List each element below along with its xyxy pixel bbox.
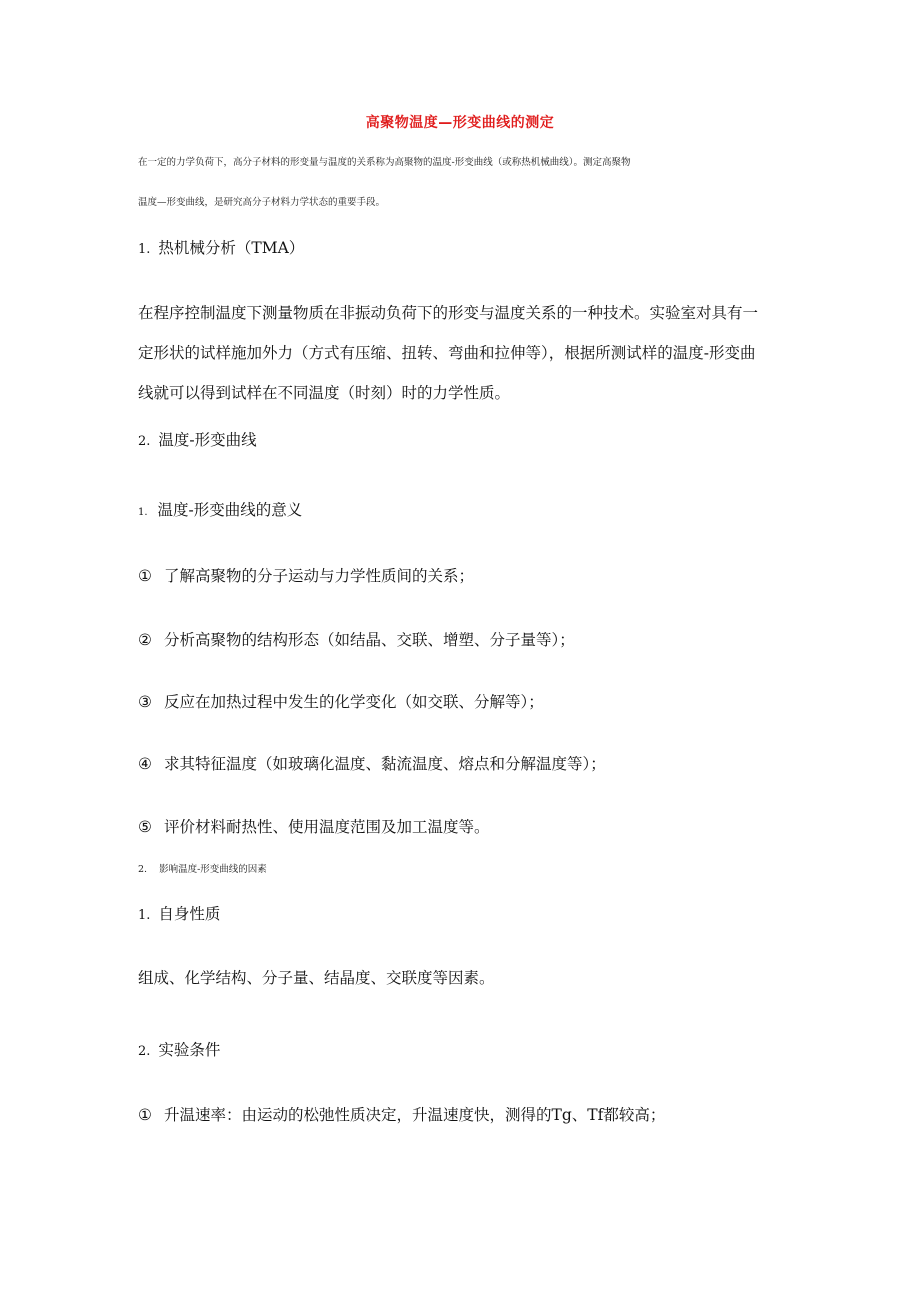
list-item — [138, 628, 575, 650]
list-item-text: 了解高聚物的分子运动与力学性质间的关系； — [164, 567, 475, 585]
factor-1-heading — [138, 902, 220, 924]
list-item — [138, 1103, 665, 1125]
section-2-heading — [138, 428, 257, 450]
list-marker: ④ — [138, 755, 152, 773]
list-item-text: 分析高聚物的结构形态（如结晶、交联、增塑、分子量等）； — [164, 631, 575, 649]
intro-line-2: 温度—形变曲线，是研究高分子材料力学状态的重要手段。 — [138, 197, 386, 208]
subsection-factors-title: 影响温度-形变曲线的因素 — [159, 864, 267, 875]
section-2-number: 2. — [138, 434, 151, 449]
list-marker: ⑤ — [138, 818, 152, 836]
factor-2-number: 2. — [138, 1044, 151, 1059]
list-item-text: 评价材料耐热性、使用温度范围及加工温度等。 — [164, 818, 490, 836]
list-marker: ① — [138, 567, 152, 585]
factor-1-number: 1. — [138, 908, 151, 923]
factor-2-heading — [138, 1038, 220, 1060]
document-title: 高聚物温度—形变曲线的测定 — [365, 115, 555, 131]
section-2-title: 温度-形变曲线 — [158, 431, 257, 449]
list-marker: ② — [138, 631, 152, 649]
factor-1-title: 自身性质 — [158, 905, 221, 923]
subsection-factors-number: 2. — [138, 864, 148, 875]
list-item — [138, 752, 606, 774]
intro-line-1: 在一定的力学负荷下，高分子材料的形变量与温度的关系称为高聚物的温度-形变曲线（或称热机械曲线）。测定高聚物 — [138, 157, 631, 168]
list-marker: ① — [138, 1106, 152, 1124]
subsection-meaning-heading — [138, 498, 302, 520]
section-1-paragraph-line-2: 定形状的试样施加外力（方式有压缩、扭转、弯曲和拉伸等），根据所测试样的温度-形变曲 — [138, 344, 756, 362]
list-item — [138, 564, 474, 586]
subsection-meaning-title: 温度-形变曲线的意义 — [157, 501, 303, 519]
section-1-number: 1. — [138, 242, 151, 257]
list-item-text: 反应在加热过程中发生的化学变化（如交联、分解等）； — [164, 693, 544, 711]
section-1-paragraph-line-1: 在程序控制温度下测量物质在非振动负荷下的形变与温度关系的一种技术。实验室对具有一 — [138, 304, 759, 322]
subsection-meaning-number: 1. — [138, 507, 148, 518]
factor-2-title: 实验条件 — [158, 1041, 221, 1059]
section-1-heading — [138, 236, 304, 258]
list-item — [138, 815, 490, 837]
section-1-paragraph-line-3: 线就可以得到试样在不同温度（时刻）时的力学性质。 — [138, 384, 511, 402]
list-item-text: 升温速率：由运动的松弛性质决定，升温速度快，测得的Tg、Tf都较高； — [164, 1106, 666, 1124]
factor-1-text: 组成、化学结构、分子量、结晶度、交联度等因素。 — [138, 969, 495, 987]
list-item-text: 求其特征温度（如玻璃化温度、黏流温度、熔点和分解温度等）； — [164, 755, 606, 773]
section-1-title: 热机械分析（TMA） — [158, 239, 305, 257]
subsection-factors-heading — [138, 861, 267, 875]
list-item — [138, 690, 544, 712]
list-marker: ③ — [138, 693, 152, 711]
